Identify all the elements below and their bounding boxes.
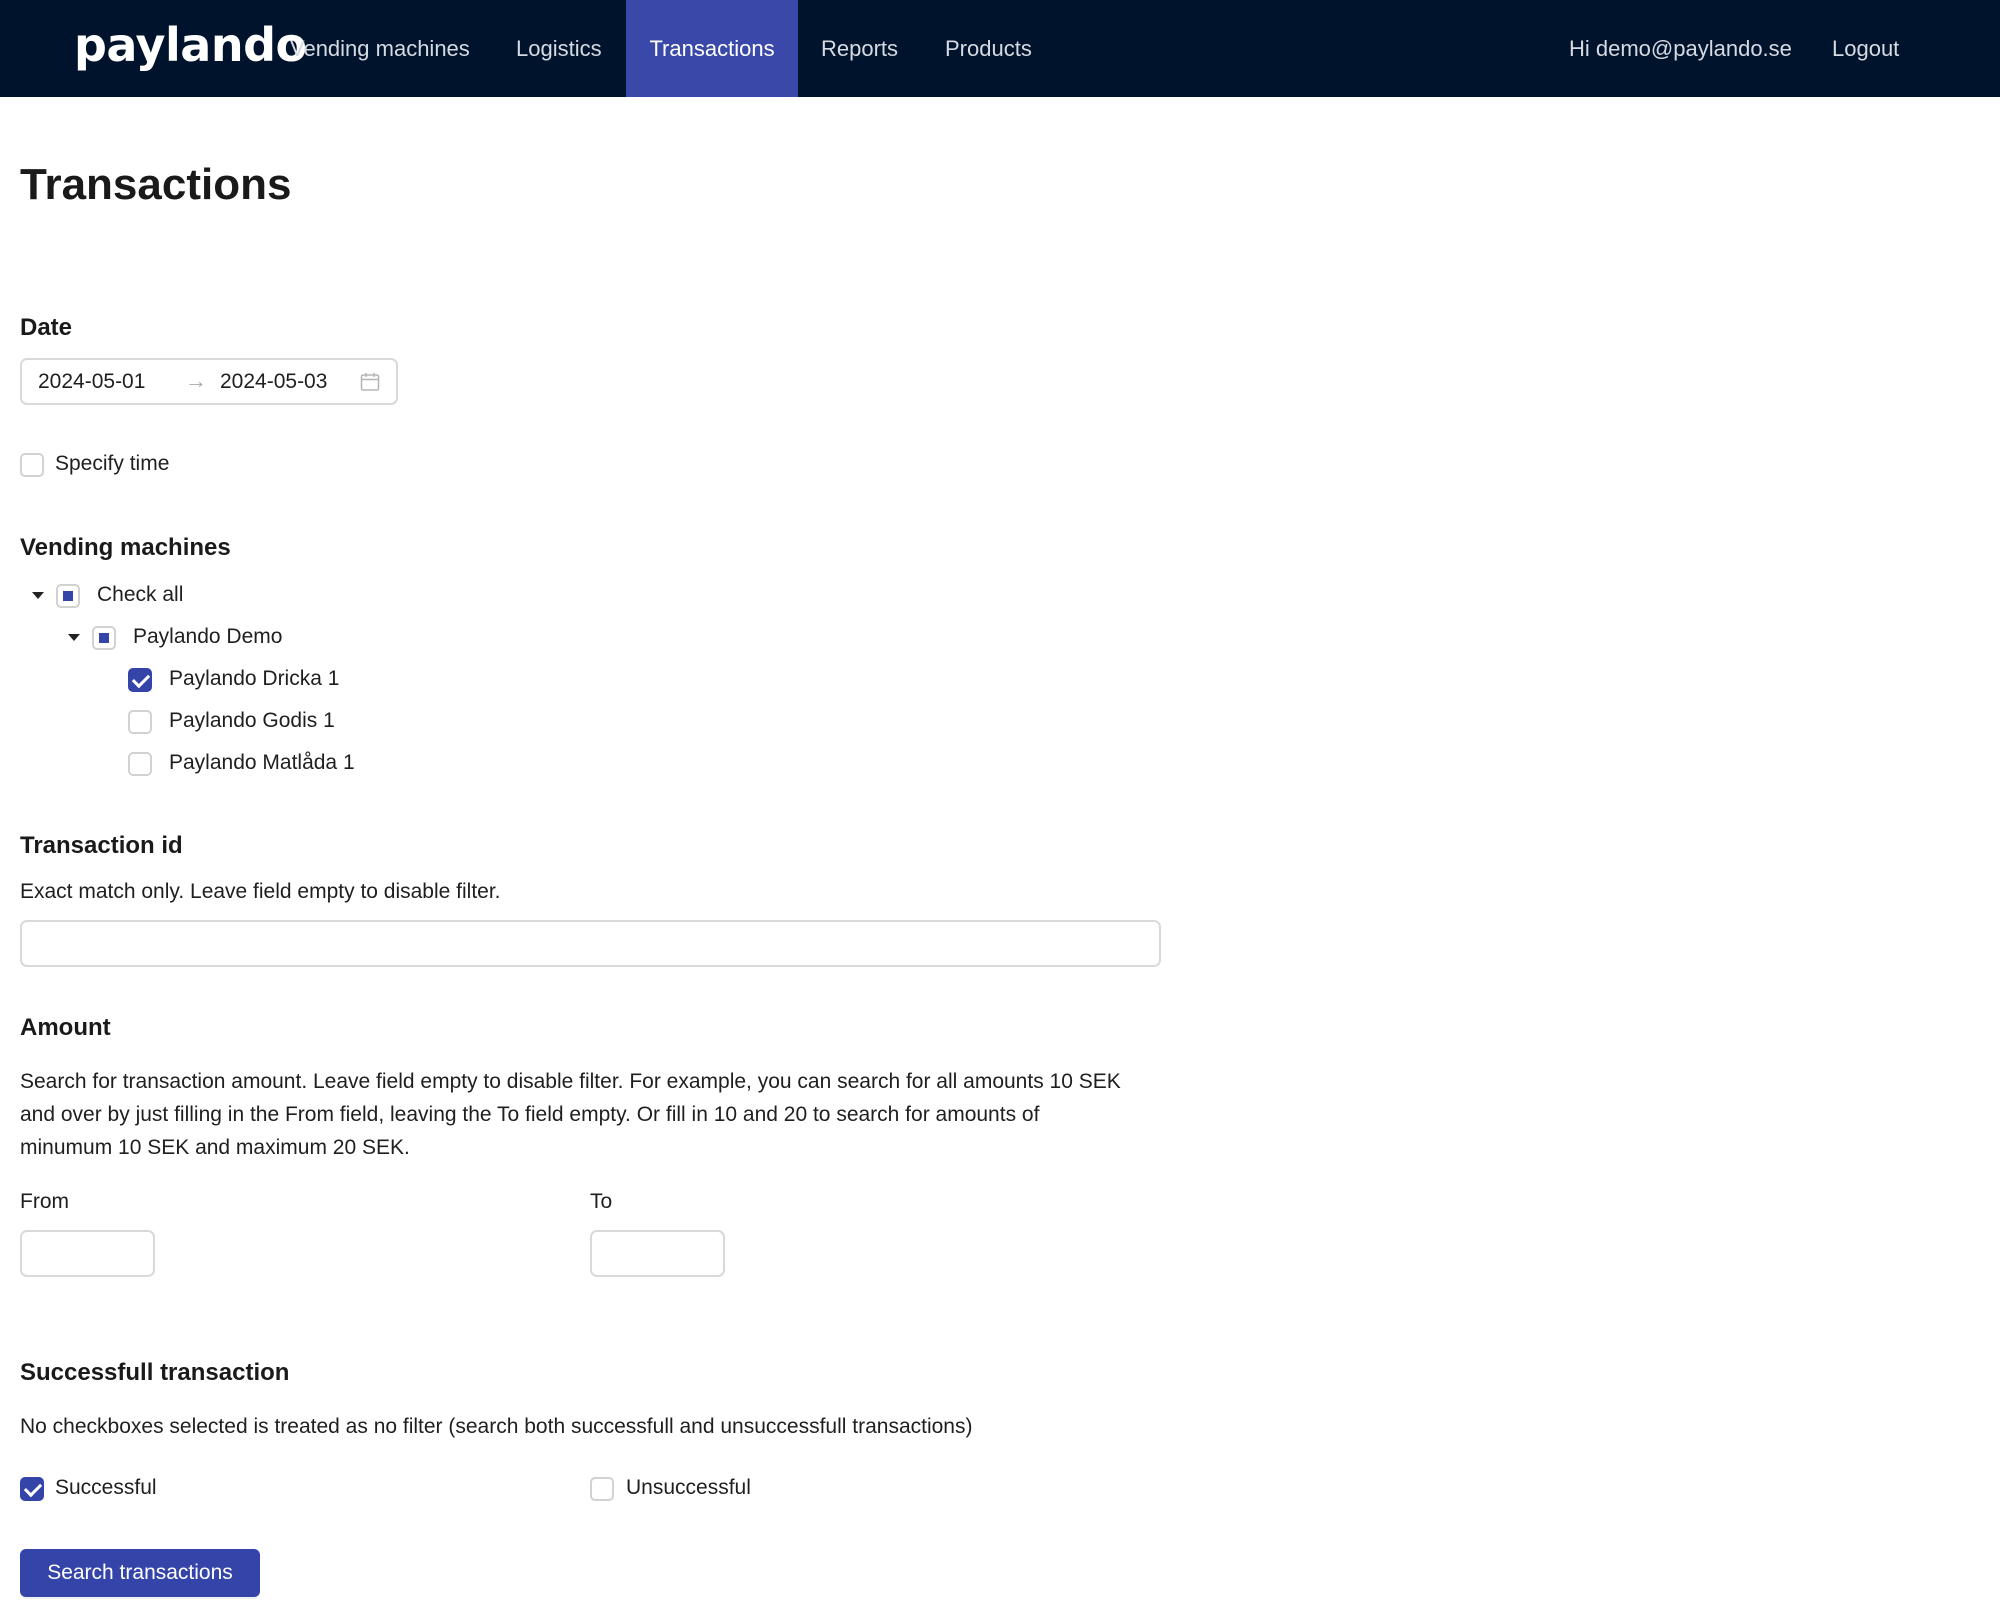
- machine-matlada-label: Paylando Matlåda 1: [169, 751, 355, 774]
- arrow-right-icon: →: [185, 368, 207, 393]
- machine-dricka-checkbox[interactable]: [128, 668, 152, 692]
- unsuccessful-checkbox[interactable]: [590, 1477, 614, 1501]
- amount-help-line-1: Search for transaction amount. Leave field empty to disable filter. For example, you can search for all amounts 10 SEK: [20, 1070, 1121, 1093]
- vending-machines-label: Vending machines: [20, 534, 231, 561]
- amount-from-input[interactable]: [20, 1230, 155, 1277]
- calendar-icon[interactable]: [360, 372, 380, 392]
- machine-matlada-checkbox[interactable]: [128, 752, 152, 776]
- paylando-logo[interactable]: paylando: [74, 18, 307, 72]
- machine-godis-label: Paylando Godis 1: [169, 709, 335, 732]
- date-range-picker[interactable]: [20, 358, 398, 405]
- amount-from-label: From: [20, 1190, 69, 1213]
- user-greeting: Hi demo@paylando.se: [1569, 36, 1792, 61]
- date-start[interactable]: 2024-05-01: [38, 370, 146, 393]
- logout-link[interactable]: Logout: [1832, 36, 1900, 61]
- caret-down-icon[interactable]: [32, 592, 44, 599]
- transaction-id-help: Exact match only. Leave field empty to disable filter.: [20, 880, 501, 903]
- successful-transaction-label: Successfull transaction: [20, 1359, 290, 1386]
- date-end[interactable]: 2024-05-03: [220, 370, 328, 393]
- amount-label: Amount: [20, 1014, 111, 1041]
- page-title: Transactions: [20, 160, 292, 209]
- top-navbar: [0, 0, 2000, 97]
- successful-checkbox[interactable]: [20, 1477, 44, 1501]
- machine-godis-checkbox[interactable]: [128, 710, 152, 734]
- caret-down-icon[interactable]: [68, 634, 80, 641]
- machine-dricka-label: Paylando Dricka 1: [169, 667, 340, 690]
- nav-transactions[interactable]: Transactions: [626, 0, 798, 97]
- amount-to-label: To: [590, 1190, 613, 1213]
- check-all-label: Check all: [97, 583, 184, 606]
- unsuccessful-label: Unsuccessful: [626, 1476, 751, 1499]
- nav-reports[interactable]: Reports: [821, 36, 899, 61]
- transaction-id-input[interactable]: [20, 920, 1161, 967]
- amount-to-input[interactable]: [590, 1230, 725, 1277]
- specify-time-label: Specify time: [55, 452, 170, 475]
- search-transactions-button[interactable]: Search transactions: [20, 1549, 260, 1597]
- check-all-checkbox[interactable]: [56, 584, 80, 608]
- successful-label: Successful: [55, 1476, 157, 1499]
- transaction-id-label: Transaction id: [20, 832, 183, 859]
- amount-help-line-3: minumum 10 SEK and maximum 20 SEK.: [20, 1136, 410, 1159]
- group-paylando-demo-checkbox[interactable]: [92, 626, 116, 650]
- nav-products[interactable]: Products: [945, 36, 1032, 61]
- group-paylando-demo-label: Paylando Demo: [133, 625, 283, 648]
- amount-help-line-2: and over by just filling in the From field, leaving the To field empty. Or fill in 10 and 20 to search for amounts of: [20, 1103, 1040, 1126]
- specify-time-checkbox[interactable]: [20, 453, 44, 477]
- date-label: Date: [20, 314, 73, 341]
- nav-vending-machines[interactable]: Vending machines: [290, 36, 470, 61]
- successful-transaction-help: No checkboxes selected is treated as no filter (search both successfull and unsuccessfull transactions): [20, 1415, 973, 1438]
- nav-logistics[interactable]: Logistics: [516, 36, 602, 61]
